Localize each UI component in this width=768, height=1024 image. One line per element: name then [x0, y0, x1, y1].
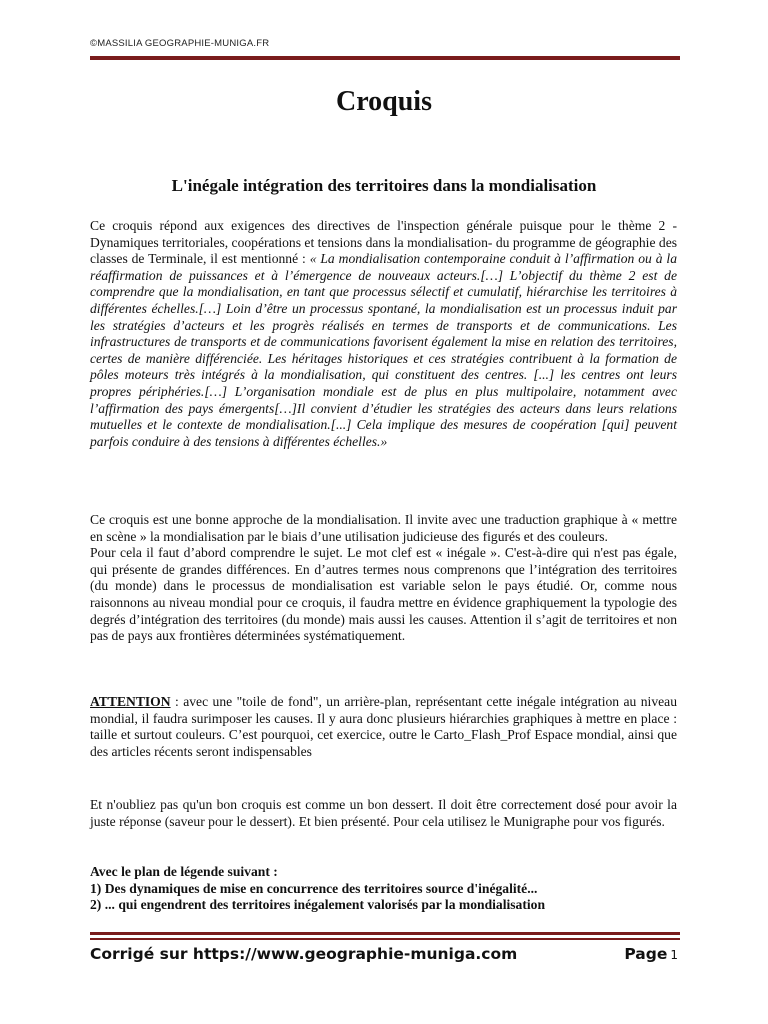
approach-text-2: Pour cela il faut d’abord comprendre le sujet. Le mot clef est « inégale ». C'est-à-dire qui n'est pas égale, qui présente de grandes différences. En d’autres termes nous comprenons que l’intégration des territoires (du monde) dans le processus de mondialisation est variable selon le pays étudié. Or, comme nous raisonnons au niveau mondial pour ce croquis, il faudra mettre en évidence graphiquement la typologie des degrés d’intégration des territoires (du monde) mais aussi les causes. Attention il s’agit de territoires et non pas de pays aux frontières déterminées systématiquement.: [90, 545, 677, 644]
paragraph-attention: [90, 694, 677, 760]
program-quote: « La mondialisation contemporaine conduit à l’affirmation ou à la réaffirmation de puissances et à l’émergence de nouveaux acteurs.[…] L’objectif du thème 2 est de comprendre que la mondialisation, en tant que processus sélectif et cumulatif, hiérarchise les territoires à différentes échelles.[…] Loin d’être un processus spontané, la mondialisation est un processus induit par les stratégies d’acteurs et les progrès réalisés en termes de transports et de communications. Les infrastructures de transports et de communications favorisent également la mise en relation des territoires, certes de manière différenciée. Les héritages historiques et ces stratégies contribuent à la formation de pôles moteurs très intégrés à la mondialisation, qui constituent des centres. [...] les centres ont leurs propres périphéries.[…] L’organisation mondiale est de plus en plus multipolaire, notamment avec l’affirmation des pays émergents[…]Il convient d’étudier les stratégies des acteurs dans leurs relations mutuelles et le contexte de mondialisation.[...] Cela implique des mesures de coopération [qui] peuvent parfois conduire à des tensions à différentes échelles.»: [90, 251, 677, 449]
page-number: 1: [670, 948, 678, 962]
approach-text-1: Ce croquis est une bonne approche de la mondialisation. Il invite avec une traduction graphique à « mettre en scène » la mondialisation par le biais d’une utilisation judicieuse des figurés et des couleurs.: [90, 512, 677, 544]
footer-rule-thick: [90, 932, 680, 935]
page-label: Page: [624, 945, 668, 963]
paragraph-dessert: [90, 797, 677, 830]
document-subtitle: L'inégale intégration des territoires dans la mondialisation: [171, 176, 597, 195]
intro-text: Ce croquis répond aux exigences des directives de l'inspection générale puisque pour le thème 2 - Dynamiques territoriales, coopérations et tensions dans la mondialisation- du programme de géographie des classes de Terminale, il est mentionné :: [90, 218, 678, 267]
legend-item-1: 1) Des dynamiques de mise en concurrence des territoires source d'inégalité...: [90, 880, 538, 896]
attention-label: ATTENTION: [90, 694, 171, 709]
legend-plan: [90, 864, 677, 914]
legend-intro: Avec le plan de légende suivant :: [90, 864, 278, 879]
attention-text: : avec une "toile de fond", un arrière-plan, représentant cette inégale intégration au niveau mondial, il faudra surimposer les causes. Il y aura donc plusieurs hiérarchies graphiques à mettre en place : taille et surtout couleurs. C’est pourquoi, cet exercice, outre le Carto_Flash_Prof Espace mondial, ainsi que des articles récents seront indispensables: [90, 694, 677, 759]
footer-link-text: Corrigé sur https://www.geographie-muniga.com: [90, 945, 518, 963]
header-rule: [90, 56, 680, 60]
dessert-text: Et n'oubliez pas qu'un bon croquis est comme un bon dessert. Il doit être correctement dosé pour avoir la juste réponse (saveur pour le dessert). Et bien présenté. Pour cela utilisez le Munigraphe pour vos figurés.: [90, 797, 677, 829]
paragraph-approach: [90, 512, 677, 645]
paragraph-intro: [90, 218, 677, 450]
document-title: Croquis: [336, 86, 432, 117]
page-number-box: [624, 945, 678, 963]
footer-rule-thin: [90, 938, 680, 940]
page-header: ©MASSILIA GEOGRAPHIE-MUNIGA.FR: [90, 38, 270, 49]
legend-item-2: 2) ... qui engendrent des territoires inégalement valorisés par la mondialisation: [90, 897, 545, 913]
